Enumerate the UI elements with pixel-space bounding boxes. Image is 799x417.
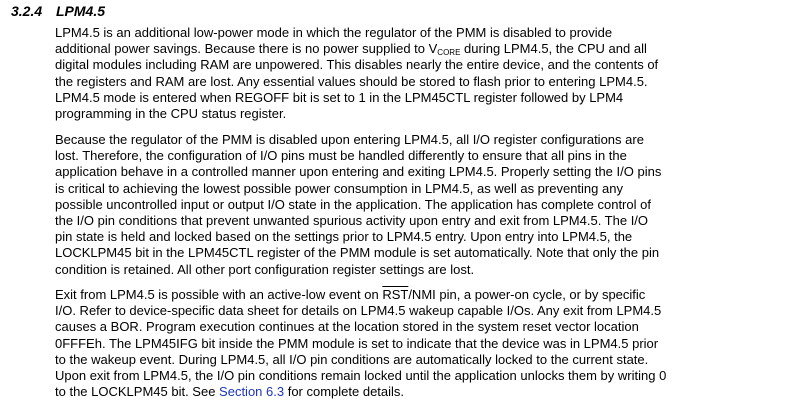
text-line: the registers and RAM are lost. Any essential values should be stored to flash prior to entering LPM4.5. [55, 73, 648, 89]
text-line [55, 384, 799, 400]
text-segment: to the LOCKLPM45 bit. See [55, 384, 220, 400]
text-line: application behave in a controlled manner upon entering and exiting LPM4.5. Properly setting the I/O pins [55, 164, 662, 180]
text-line: possible uncontrolled input or output I/O state in the application. The application has complete control of [55, 196, 651, 212]
section-heading [11, 3, 105, 20]
paragraph-lpm45-overview [55, 25, 799, 122]
vcore-subscript: CORE [437, 48, 461, 58]
text-line: digital modules including RAM are unpowered. This disables nearly the entire device, and the contents of [55, 57, 659, 73]
section-6-3-link[interactable]: Section 6.3 [219, 384, 285, 400]
text-line: Upon exit from LPM4.5, the I/O pin conditions remain locked until the application unlocks them by writing 0 [55, 368, 667, 384]
text-line: 0FFFEh. The LPM45IFG bit inside the PMM module is set to indicate that the device was in LPM4.5 prior [55, 335, 659, 351]
text-segment: for complete details. [284, 384, 405, 400]
text-line: the I/O pin conditions that prevent unwanted spurious activity upon entry and exit from LPM4.5. The I/O [55, 213, 649, 229]
text-line: to the wakeup event. During LPM4.5, all I/O pin conditions are automatically locked to the current state. [55, 351, 649, 367]
rst-overline-signal: $\overline{RST}$ [382, 287, 409, 302]
text-line: Because the regulator of the PMM is disabled upon entering LPM4.5, all I/O register configurations are [55, 132, 644, 147]
text-line: causes a BOR. Program execution continues at the location stored in the system reset vector location [55, 319, 639, 335]
paragraph-lpm45-exit [55, 287, 799, 400]
text-segment: during LPM4.5, the CPU and all [460, 41, 647, 57]
text-line: I/O. Refer to device-specific data sheet for details on LPM4.5 wakeup capable I/Os. Any exit from LPM4.5 [55, 303, 662, 319]
section-title: LPM4.5 [56, 3, 106, 19]
text-line [55, 287, 799, 303]
text-line: pin state is held and locked based on the settings prior to LPM4.5 entry. Upon entry into LPM4.5, the [55, 229, 633, 245]
text-line: LPM4.5 mode is entered when REGOFF bit is set to 1 in the LPM45CTL register followed by LPM4 [55, 89, 624, 105]
text-line: lost. Therefore, the configuration of I/O pins must be handled differently to ensure that all pins in the [55, 148, 627, 164]
text-line [55, 41, 799, 57]
text-line: programming in the CPU status register. [55, 106, 287, 122]
text-line: LOCKLPM45 bit in the LPM45CTL register of the PMM module is set automatically. Note that only the pin [55, 245, 660, 261]
text-line: is critical to achieving the lowest possible power consumption in LPM4.5, as well as preventing any [55, 180, 623, 196]
section-number: 3.2.4 [11, 3, 43, 19]
text-segment: Exit from LPM4.5 is possible with an active-low event on [55, 287, 383, 302]
text-line: LPM4.5 is an additional low-power mode in which the regulator of the PMM is disabled to provide [55, 25, 613, 40]
text-line: condition is retained. All other port configuration register settings are lost. [55, 261, 475, 277]
paragraph-io-configuration [55, 132, 799, 278]
text-segment: additional power savings. Because there is no power supplied to V [55, 41, 438, 57]
text-segment: /NMI pin, a power-on cycle, or by specific [408, 287, 646, 302]
